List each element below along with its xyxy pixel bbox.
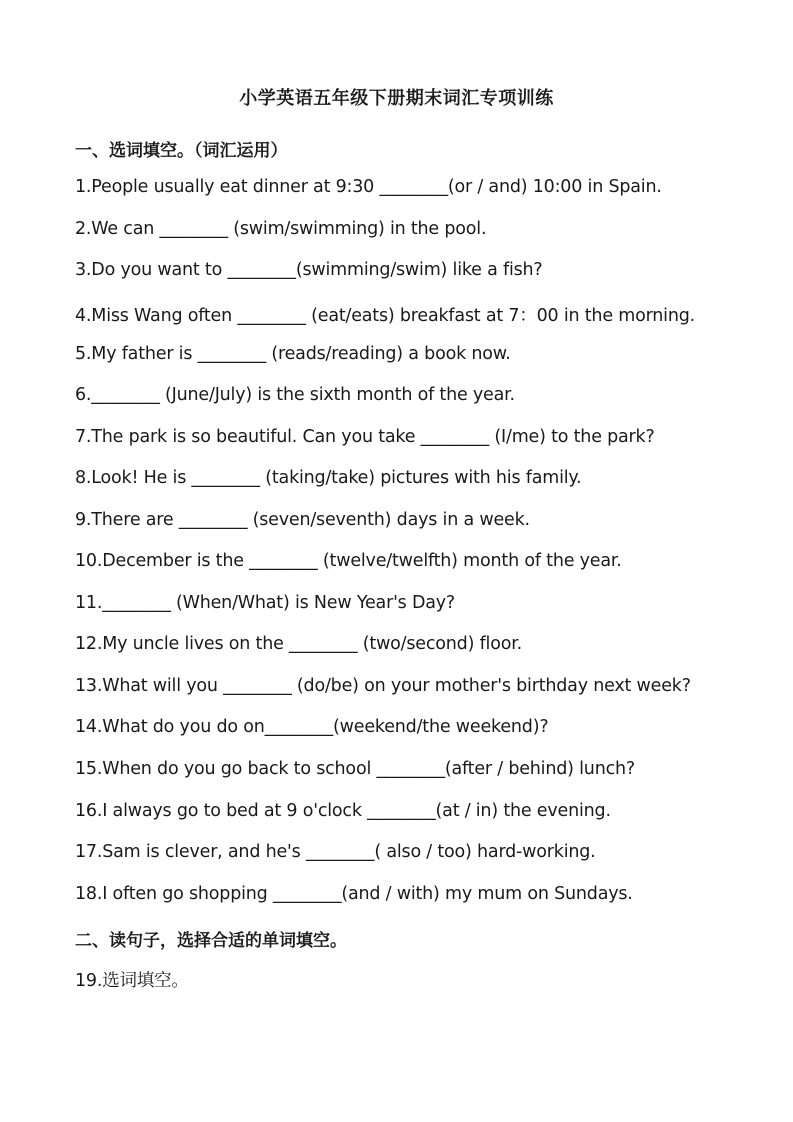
question-2: 2.We can ________ (swim/swimming) in the pool. — [75, 219, 487, 239]
question-19: 19.选词填空。 — [75, 971, 189, 991]
question-5: 5.My father is ________ (reads/reading) a book now. — [75, 344, 511, 364]
document-title: 小学英语五年级下册期末词汇专项训练 — [239, 88, 554, 109]
section-2-heading: 二、读句子，选择合适的单词填空。 — [75, 931, 347, 951]
question-12: 12.My uncle lives on the ________ (two/second) floor. — [75, 634, 522, 654]
question-9: 9.There are ________ (seven/seventh) days in a week. — [75, 510, 530, 530]
question-11: 11.________ (When/What) is New Year's Day? — [75, 593, 456, 613]
question-13: 13.What will you ________ (do/be) on your mother's birthday next week? — [75, 676, 691, 696]
question-15: 15.When do you go back to school ________(after / behind) lunch? — [75, 759, 635, 779]
question-8: 8.Look! He is ________ (taking/take) pictures with his family. — [75, 468, 582, 488]
question-6: 6.________ (June/July) is the sixth month of the year. — [75, 385, 515, 405]
question-10: 10.December is the ________ (twelve/twelfth) month of the year. — [75, 551, 622, 571]
question-7: 7.The park is so beautiful. Can you take ________ (I/me) to the park? — [75, 427, 655, 447]
section-1-heading: 一、选词填空。（词汇运用） — [75, 141, 288, 161]
question-16: 16.I always go to bed at 9 o'clock ________(at / in) the evening. — [75, 801, 611, 821]
question-1: 1.People usually eat dinner at 9:30 ________(or / and) 10:00 in Spain. — [75, 177, 662, 197]
question-3: 3.Do you want to ________(swimming/swim) like a fish? — [75, 260, 543, 280]
question-17: 17.Sam is clever, and he's ________( also / too) hard-working. — [75, 842, 596, 862]
question-18: 18.I often go shopping ________(and / with) my mum on Sundays. — [75, 884, 633, 904]
question-14: 14.What do you do on________(weekend/the weekend)? — [75, 717, 549, 737]
question-4: 4.Miss Wang often ________ (eat/eats) breakfast at 7：00 in the morning. — [75, 306, 696, 326]
